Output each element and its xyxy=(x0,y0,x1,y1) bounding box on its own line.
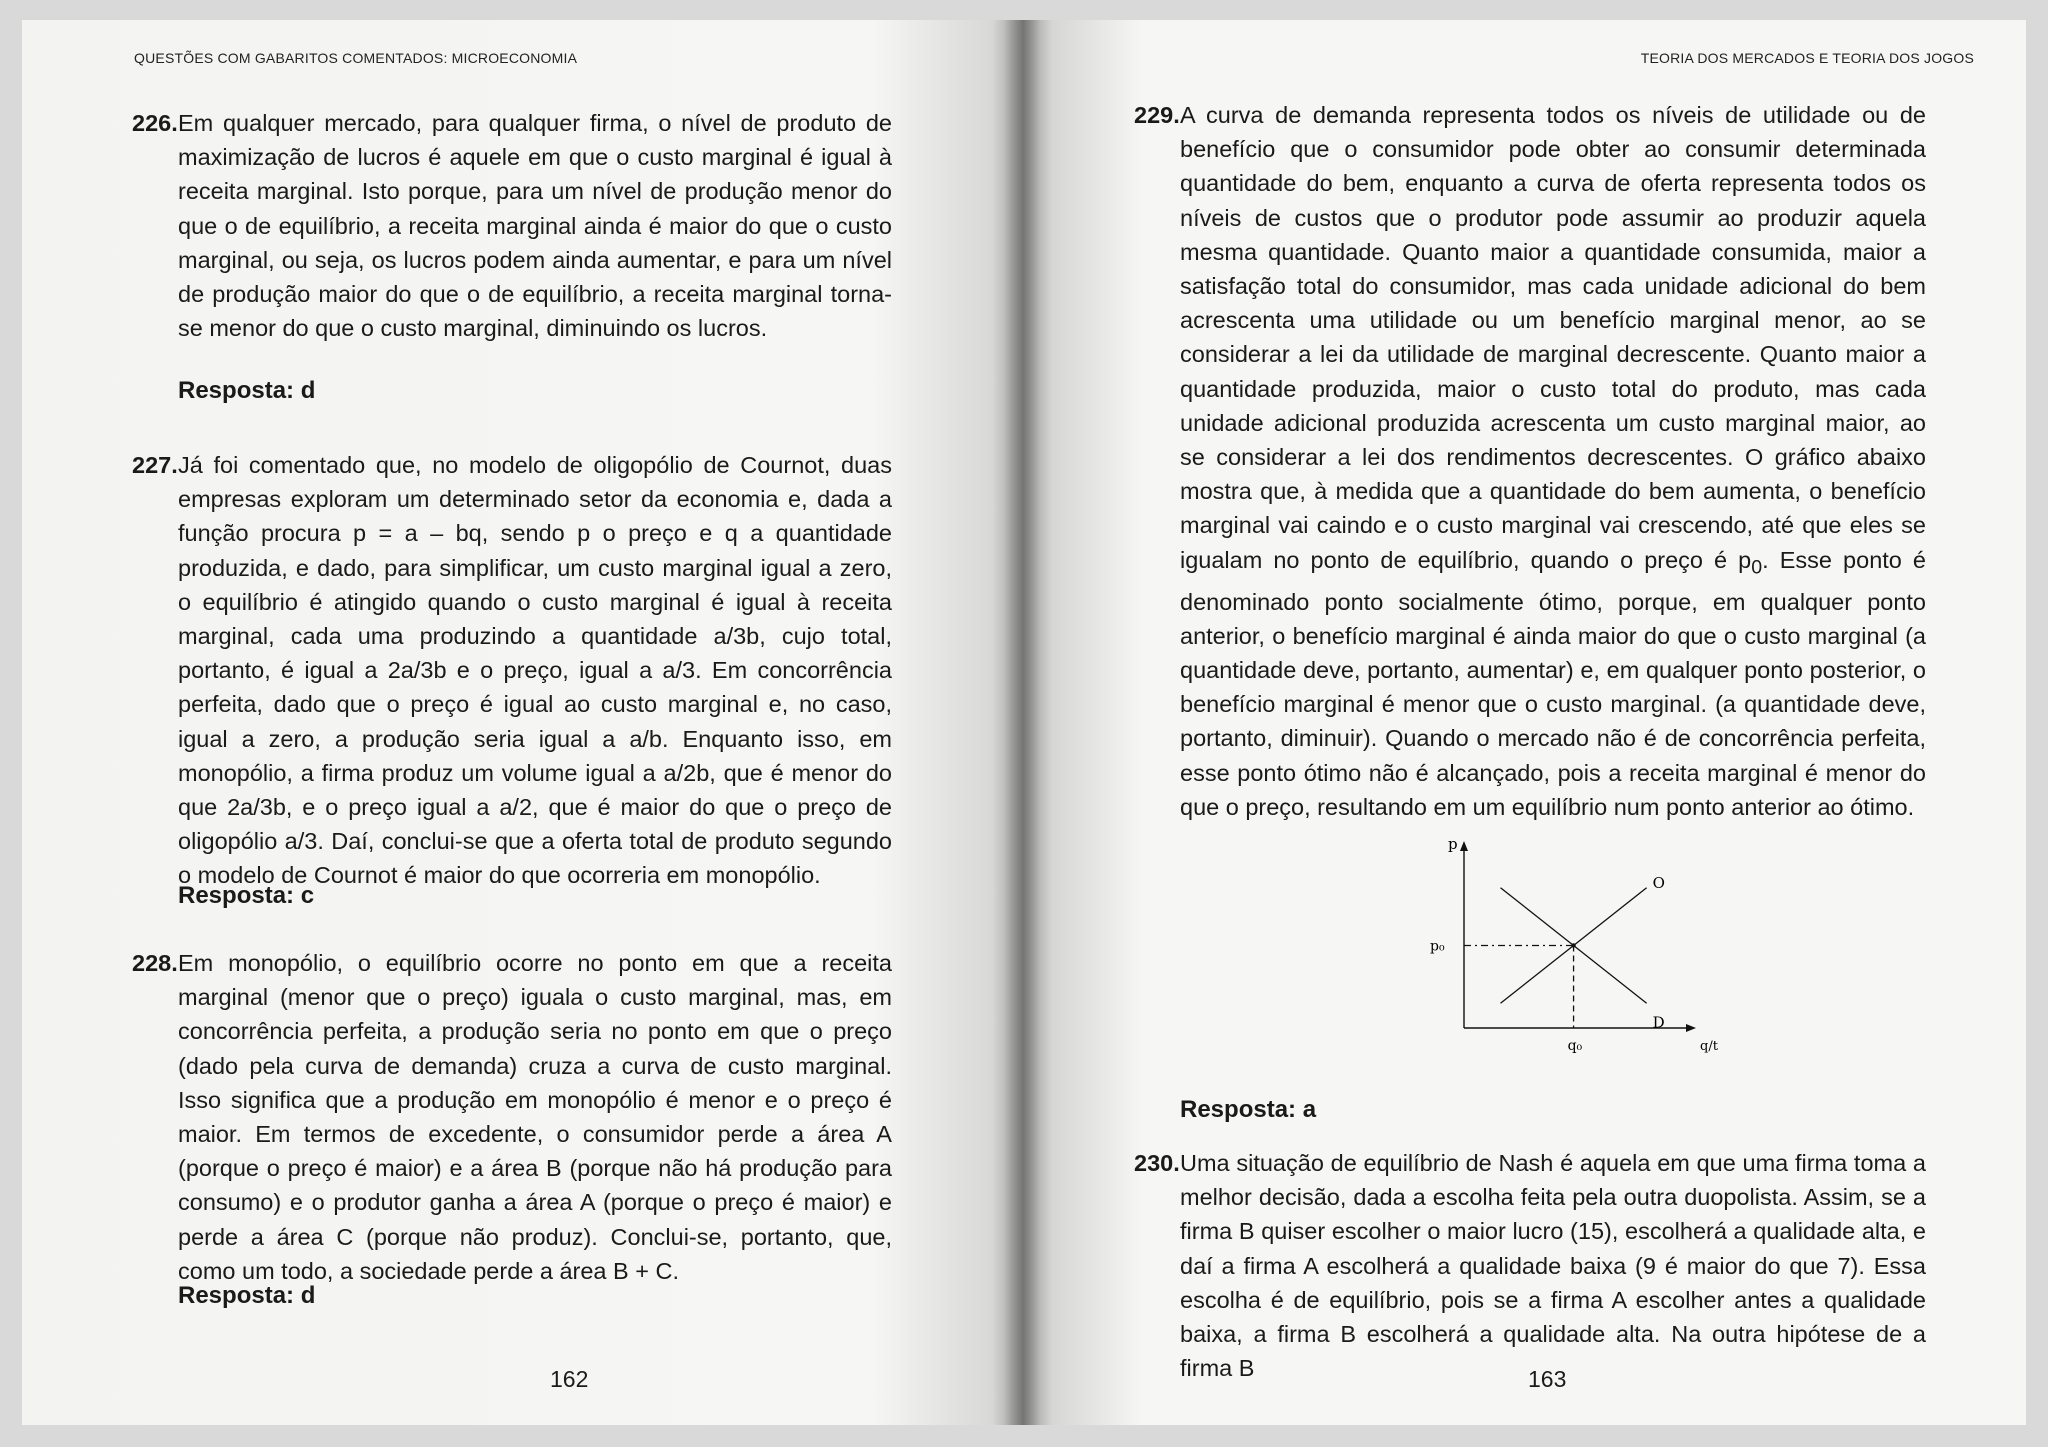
series-label-O: O xyxy=(1652,873,1665,892)
equilibrium-point xyxy=(1571,943,1575,947)
question-text-part: . Esse ponto é denominado ponto socialmente ótimo, porque, em qualquer ponto anterior, o benefício marginal é ainda maior do que o custo marginal (a quantidade deve, portanto, aumentar) e, em qualquer ponto posterior, o benefício marginal é menor que o custo marginal. (a quantidade deve, portanto, diminuir). Quando o mercado não é de concorrência perfeita, esse ponto ótimo não é alcançado, pois a receita marginal é menor do que o preço, resultando em um equilíbrio num ponto anterior ao ótimo. xyxy=(1180,546,1926,820)
running-head-right: TEORIA DOS MERCADOS E TEORIA DOS JOGOS xyxy=(1640,50,1974,66)
y-axis-label: p xyxy=(1448,835,1458,853)
question-text xyxy=(1180,98,1926,824)
question-text: Em qualquer mercado, para qualquer firma, o nível de produto de maximização de lucros é aquele em que o custo marginal é igual à receita marginal. Isto porque, para um nível de produção menor do que o de equilíbrio, a receita marginal ainda é maior do que o custo marginal, ou seja, os lucros podem ainda aumentar, e para um nível de produção maior do que o de equilíbrio, a receita marginal torna-se menor do que o custo marginal, diminuindo os lucros. xyxy=(178,110,892,342)
equilibrium-price-label: p₀ xyxy=(1430,938,1445,955)
question-227 xyxy=(132,448,892,893)
answer-229: Resposta: a xyxy=(1180,1096,1317,1123)
page-number-left: 162 xyxy=(550,1366,589,1392)
question-230 xyxy=(1134,1146,1926,1385)
question-text: Já foi comentado que, no modelo de oligopólio de Cournot, duas empresas exploram um determinado setor da economia e, dada a função procura p = a – bq, sendo p o preço e q a quantidade produzida, e dado, para simplificar, um custo marginal igual a zero, o equilíbrio é atingido quando o custo marginal é igual à receita marginal, cada uma produzindo a quantidade a/3b, cujo total, portanto, é igual a 2a/3b e o preço, igual a a/3. Em concorrência perfeita, dado que o preço é igual ao custo marginal e, no caso, igual a zero, a produção seria igual a a/b. Enquanto isso, em monopólio, a firma produz um volume igual a a/2b, que é menor do que 2a/3b, e o preço igual a a/2, que é maior do que o preço de oligopólio a/3. Daí, conclui-se que a oferta total de produto segundo o modelo de Cournot é maior do que ocorreria em monopólio. xyxy=(178,452,892,889)
question-number: 226. xyxy=(132,110,178,136)
supply-demand-chart xyxy=(1404,835,1718,1063)
series-label-D: D xyxy=(1652,1013,1665,1032)
subscript: 0 xyxy=(1751,556,1763,579)
question-text: Uma situação de equilíbrio de Nash é aquela em que uma firma toma a melhor decisão, dada a escolha feita pela outra duopolista. Assim, se a firma B quiser escolher o maior lucro (15), escolherá a qualidade alta, e daí a firma A escolherá a qualidade baixa (9 é maior do que 7). Essa escolha é de equilíbrio, pois se a firma A escolher antes a qualidade baixa, a firma B escolherá a qualidade alta. Na outra hipótese de a firma B xyxy=(1180,1150,1926,1382)
question-number: 227. xyxy=(132,452,178,478)
book-gutter xyxy=(1004,20,1040,1425)
answer-228: Resposta: d xyxy=(178,1282,316,1309)
question-number: 229. xyxy=(1134,102,1180,128)
equilibrium-quantity-label: q₀ xyxy=(1567,1038,1583,1054)
answer-226: Resposta: d xyxy=(178,377,316,404)
question-text: Em monopólio, o equilíbrio ocorre no ponto em que a receita marginal (menor que o preço) iguala o custo marginal, mas, em concorrência perfeita, a produção seria no ponto em que o preço (dado pela curva de demanda) cruza a curva de custo marginal. Isso significa que a produção em monopólio é menor e o preço é maior. Em termos de excedente, o consumidor perde a área A (porque o preço é maior) e a área B (porque não há produção para consumo) e o produtor ganha a área A (porque o preço é maior) e perde a área C (porque não produz). Conclui-se, portanto, que, como um todo, a sociedade perde a área B + C. xyxy=(178,950,892,1284)
question-number: 230. xyxy=(1134,1150,1180,1176)
question-229 xyxy=(1134,98,1926,824)
question-228 xyxy=(132,946,892,1288)
right-page xyxy=(1022,20,2026,1425)
answer-227: Resposta: c xyxy=(178,882,315,909)
page-number-right: 163 xyxy=(1528,1366,1567,1392)
question-text-part: A curva de demanda representa todos os níveis de utilidade ou de benefício que o consumidor pode obter ao consumir determinada quantidade do bem, enquanto a curva de oferta representa todos os níveis de custos que o produtor pode assumir ao produzir aquela mesma quantidade. Quanto maior a quantidade consumida, maior a satisfação total do consumidor, mas cada unidade adicional do bem acrescenta uma utilidade ou um benefício marginal menor, ao se considerar a lei da utilidade de marginal decrescente. Quanto maior a quantidade produzida, maior o custo total do produto, mas cada unidade adicional produzida acrescenta um custo marginal maior, ao se considerar a lei dos rendimentos decrescentes. O gráfico abaixo mostra que, à medida que a quantidade do bem aumenta, o benefício marginal vai caindo e o custo marginal vai crescendo, até que eles se igualam no ponto de equilíbrio, quando o preço é p xyxy=(1180,102,1926,573)
book-spread xyxy=(22,20,2026,1425)
left-page xyxy=(22,20,1022,1425)
x-axis-label: q/t xyxy=(1700,1039,1718,1054)
running-head-left: QUESTÕES COM GABARITOS COMENTADOS: MICROECONOMIA xyxy=(134,50,578,66)
chart-svg xyxy=(1404,835,1718,1063)
y-axis-arrow xyxy=(1460,841,1468,851)
x-axis-arrow xyxy=(1686,1024,1696,1032)
question-number: 228. xyxy=(132,950,178,976)
question-226 xyxy=(132,106,892,345)
